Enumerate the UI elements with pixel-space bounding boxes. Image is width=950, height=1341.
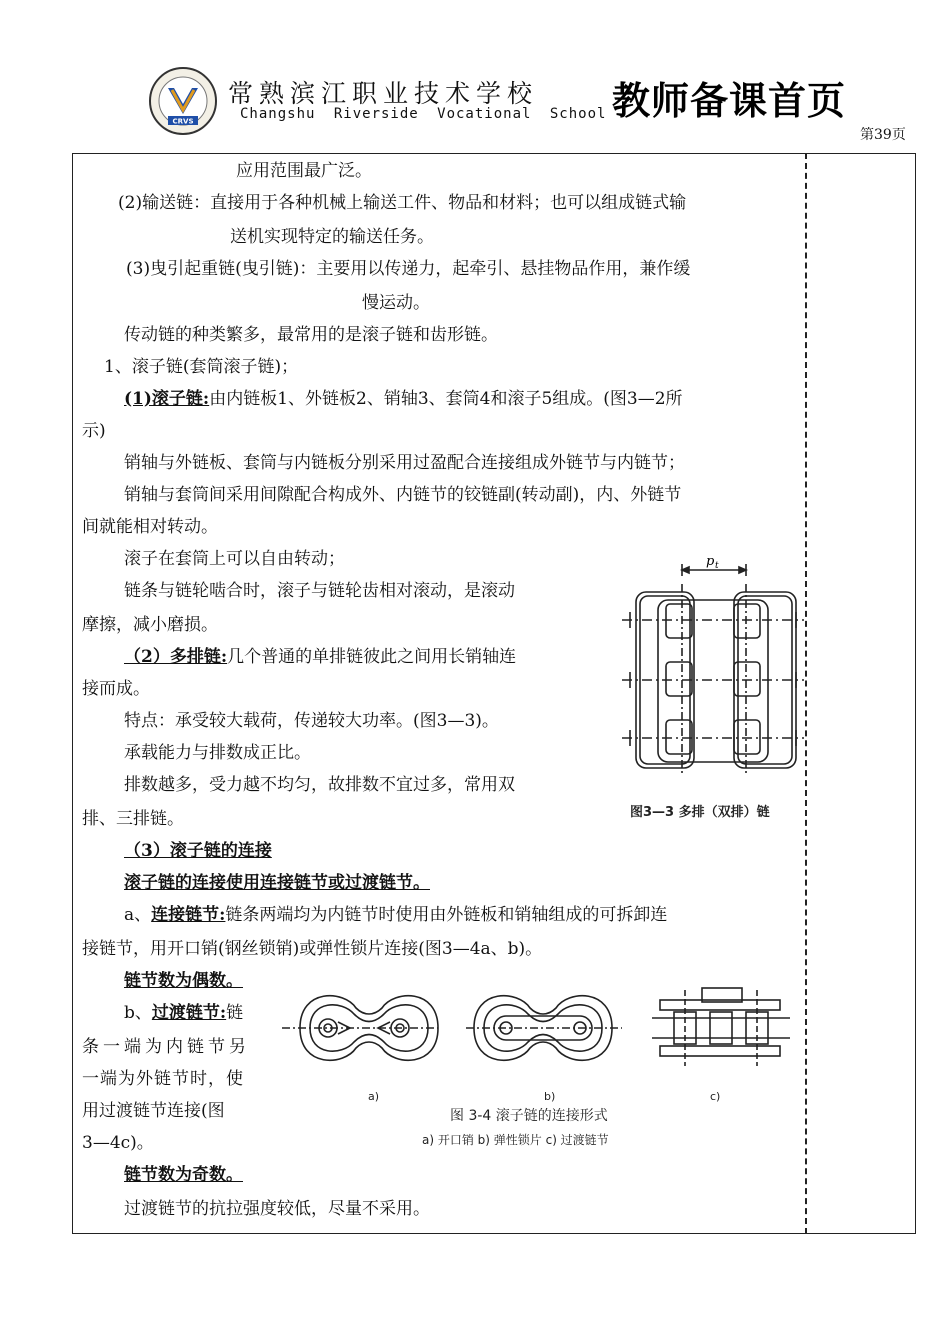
school-name-en: Changshu Riverside Vocational School xyxy=(240,106,607,122)
heading-offset-link: 过渡链节: xyxy=(151,1003,227,1023)
document-title: 教师备课首页 xyxy=(612,79,847,123)
text-line: 用过渡链节连接(图 xyxy=(82,1101,225,1121)
text-line: 间就能相对转动。 xyxy=(82,517,218,537)
text-line: 排数越多，受力越不均匀，故排数不宜过多，常用双 xyxy=(124,775,515,795)
text-line: 条一端为内链节另 xyxy=(82,1037,250,1057)
text-line: 销轴与外链板、套筒与内链板分别采用过盈配合连接组成外链节与内链节； xyxy=(124,453,685,473)
text-line: 传动链的种类繁多，最常用的是滚子链和齿形链。 xyxy=(124,325,498,345)
text-span: 链条两端均为内链节时使用由外链板和销轴组成的可拆卸连 xyxy=(225,905,668,925)
text-line xyxy=(124,646,516,668)
text-line: 接链节，用开口销(钢丝锁销)或弹性锁片连接(图3—4a、b)。 xyxy=(82,939,543,959)
text-span: 几个普通的单排链彼此之间用长销轴连 xyxy=(227,647,517,667)
school-logo xyxy=(148,66,218,136)
chain-connection-summary: 滚子链的连接使用连接链节或过渡链节。 xyxy=(124,873,430,893)
heading-multi-row-chain: （2）多排链: xyxy=(124,647,228,667)
svg-text:p: p xyxy=(706,554,715,569)
svg-text:CRVS: CRVS xyxy=(172,117,194,126)
text-line: 特点：承受较大载荷，传递较大功率。(图3—3)。 xyxy=(124,711,499,731)
even-link-note: 链节数为偶数。 xyxy=(124,971,243,991)
text-line: 慢运动。 xyxy=(362,293,430,313)
svg-text:t: t xyxy=(715,561,719,571)
text-line xyxy=(124,904,667,926)
page-header xyxy=(0,0,950,150)
figure-3-4-caption: 图 3-4 滚子链的连接形式 xyxy=(450,1108,608,1124)
text-line: 摩擦，减小磨损。 xyxy=(82,615,218,635)
heading-chain-connection: （3）滚子链的连接 xyxy=(124,841,272,861)
figure-3-4-chain-connections xyxy=(282,978,790,1156)
text-line: 一端为外链节时，使 xyxy=(82,1069,244,1089)
text-line xyxy=(124,388,683,410)
text-line: 示) xyxy=(82,421,106,441)
svg-text:c): c) xyxy=(710,1090,721,1103)
heading-roller-chain: (1)滚子链: xyxy=(124,389,210,409)
text-span: a、 xyxy=(124,905,152,925)
text-line: 1、滚子链(套筒滚子链)； xyxy=(104,357,299,377)
odd-link-note: 链节数为奇数。 xyxy=(124,1165,243,1185)
figure-3-3-multi-row-chain xyxy=(622,550,804,826)
text-line: (3)曳引起重链(曳引链)：主要用以传递力，起牵引、悬挂物品作用，兼作缓 xyxy=(126,259,691,279)
school-name-cn: 常熟滨江职业技术学校 xyxy=(228,79,539,108)
text-span: b、 xyxy=(124,1003,152,1023)
text-line: 应用范围最广泛。 xyxy=(236,161,372,181)
text-line: 销轴与套筒间采用间隙配合构成外、内链节的铰链副(转动副)，内、外链节 xyxy=(124,485,682,505)
text-line: 过渡链节的抗拉强度较低，尽量不采用。 xyxy=(124,1199,430,1219)
text-line xyxy=(124,1002,243,1024)
text-line: 排、三排链。 xyxy=(82,809,184,829)
page-number: 第39页 xyxy=(860,127,906,143)
svg-text:a): a) xyxy=(368,1090,380,1103)
svg-text:b): b) xyxy=(544,1090,556,1103)
text-line: (2)输送链：直接用于各种机械上输送工件、物品和材料；也可以组成链式输 xyxy=(118,193,687,213)
text-line: 3—4c)。 xyxy=(82,1133,154,1153)
column-divider xyxy=(805,153,807,1234)
text-span: 由内链板1、外链板2、销轴3、套筒4和滚子5组成。(图3—2所 xyxy=(209,389,683,409)
text-line: 接而成。 xyxy=(82,679,150,699)
text-line: 链条与链轮啮合时，滚子与链轮齿相对滚动，是滚动 xyxy=(124,581,515,601)
text-line: 承载能力与排数成正比。 xyxy=(124,743,311,763)
heading-connecting-link: 连接链节: xyxy=(151,905,226,925)
text-line: 滚子在套筒上可以自由转动； xyxy=(124,549,345,569)
figure-3-4-subcaption: a) 开口销 b) 弹性锁片 c) 过渡链节 xyxy=(422,1133,609,1147)
figure-3-3-caption: 图3—3 多排（双排）链 xyxy=(630,805,770,820)
text-span: 链 xyxy=(226,1003,244,1023)
text-line: 送机实现特定的输送任务。 xyxy=(230,227,434,247)
